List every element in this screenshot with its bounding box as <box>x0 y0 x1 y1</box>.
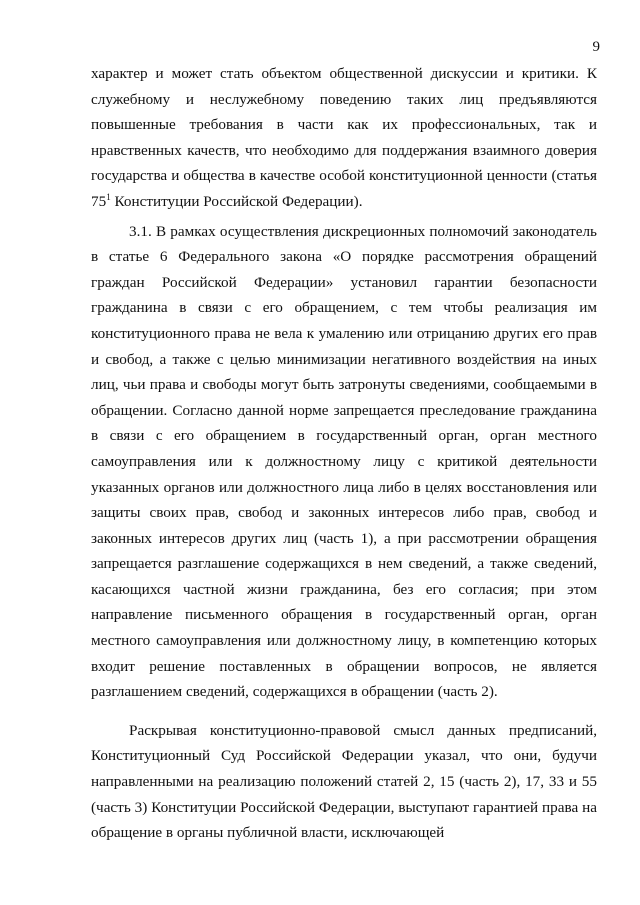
paragraph-2: 3.1. В рамках осуществления дискреционных полномочий законодатель в статье 6 Федерального закона «О порядке рассмотрения обращений граждан Российской Федерации» установил гарантии безопасности гражданина в связи с его обращением, с тем чтобы реализация им конституционного права не вела к умалению или отрицанию других его прав и свобод, а также с целью минимизации негативного воздействия на иных лиц, чьи права и свободы могут быть затронуты сведениями, сообщаемыми в обращении. Согласно данной норме запрещается преследование гражданина в связи с его обращением в государственный орган, орган местного самоуправления или к должностному лицу с критикой деятельности указанных органов или должностного лица либо в целях восстановления или защиты своих прав, свобод и законных интересов либо прав, свобод и законных интересов других лиц (часть 1), а при рассмотрении обращения запрещается разглашение содержащихся в нем сведений, а также сведений, касающихся частной жизни гражданина, без его согласия; при этом направление письменного обращения в государственный орган, орган местного самоуправления или должностному лицу, в компетенцию которых входит решение поставленных в обращении вопросов, не является разглашением сведений, содержащихся в обращении (часть 2). <box>91 222 597 701</box>
paragraph-1-text-end: Конституции Российской Федерации). <box>110 192 363 210</box>
paragraph-1 <box>91 61 597 215</box>
article-superscript: 1 <box>106 191 111 202</box>
page-number: 9 <box>592 39 600 55</box>
paragraph-3: Раскрывая конституционно-правовой смысл данных предписаний, Конституционный Суд Российской Федерации указал, что они, будучи направленными на реализацию положений статей 2, 15 (часть 2), 17, 33 и 55 (часть 3) Конституции Российской Федерации, выступают гарантией права на обращение в органы публичной власти, исключающей <box>91 721 597 842</box>
paragraph-1-text: характер и может стать объектом общественной дискуссии и критики. К служебному и неслужебному поведению таких лиц предъявляются повышенные требования в части как их профессиональных, так и нравственных качеств, что необходимо для поддержания взаимного доверия государства и общества в качестве особой конституционной ценности (статья 75 <box>91 65 597 210</box>
document-body <box>91 61 597 846</box>
